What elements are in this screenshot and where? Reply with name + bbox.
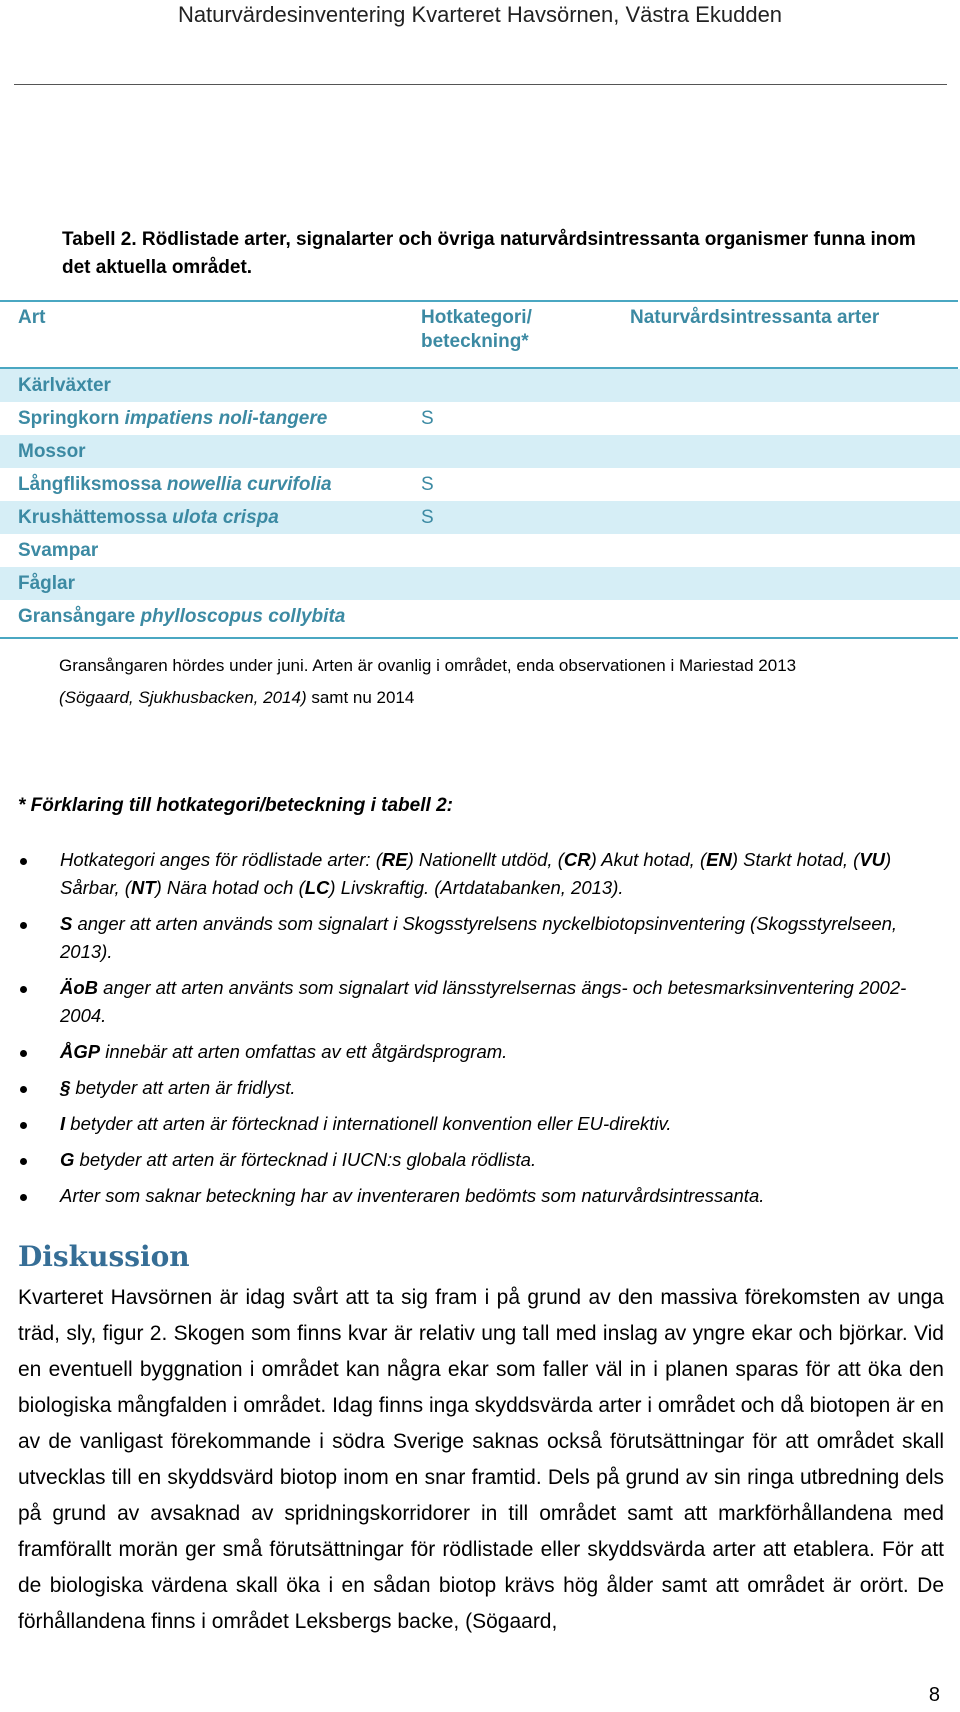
table-row: [0, 501, 960, 534]
bullet-icon: [20, 858, 27, 865]
page-header: Naturvärdesinventering Kvarteret Havsörnen, Västra Ekudden: [177, 2, 783, 27]
note-line-1: Gransångaren hördes under juni. Arten är ovanlig i området, enda observationen i Mariestad 2013: [59, 656, 797, 675]
row-species: [18, 402, 327, 435]
col-header-hotkategori: Hotkategori/ beteckning*: [421, 307, 532, 352]
list-item: G betyder att arten är förtecknad i IUCN:s globala rödlista.: [18, 1146, 938, 1174]
list-item: § betyder att arten är fridlyst.: [18, 1074, 938, 1102]
bullet-icon: [20, 1086, 27, 1093]
note-citation: (Sögaard, Sjukhusbacken, 2014): [59, 688, 307, 707]
col-header-naturvard: Naturvårdsintressanta arter: [630, 307, 880, 328]
row-species: [18, 501, 279, 534]
row-species: [18, 600, 345, 633]
row-name: Gransångare: [18, 606, 136, 627]
bullet-icon: [20, 1122, 27, 1129]
bullet-icon: [20, 922, 27, 929]
page-number: 8: [928, 1684, 940, 1706]
row-name: Kärlväxter: [18, 375, 111, 396]
table-row: [0, 402, 960, 435]
note-rest: samt nu 2014: [306, 688, 415, 707]
table-row: [0, 369, 960, 402]
row-code: S: [421, 474, 434, 495]
list-item: ÄoB anger att arten använts som signalart vid länsstyrelsernas ängs- och betesmarksinventering 2002-2004.: [18, 974, 938, 1030]
table-row: [0, 600, 960, 635]
note-line-2: [59, 682, 949, 714]
row-name: Springkorn: [18, 408, 120, 429]
row-name: Långfliksmossa: [18, 474, 162, 495]
bullet-icon: [20, 1194, 27, 1201]
table-top-rule: [0, 300, 958, 302]
row-name: Svampar: [18, 540, 99, 561]
bullet-icon: [20, 1158, 27, 1165]
table-bottom-rule: [0, 637, 958, 639]
table-row: [0, 468, 960, 501]
table-row: [0, 435, 960, 468]
discussion-body: Kvarteret Havsörnen är idag svårt att ta sig fram i på grund av den massiva förekomsten av unga träd, sly, figur 2. Skogen som finns kvar är relativ ung tall med inslag av yngre ekar och björkar. Vid en eventuell byggnation i området kan några ekar som faller väl in i planen sparas för att öka den biologiska mångfalden i området. Idag finns inga skyddsvärda arter i området och då biotopen är en av de vanligast förekommande i södra Sverige saknas också förutsättningar för att området skall utvecklas till en skyddsvärd biotop inom en snar framtid. Dels på grund av sin ringa utbredning dels på grund av avsaknad av spridningskorridorer in till området samt att markförhållandena med framförallt morän ger små förutsättningar för rödlistade eller skyddsvärda arter att etablera. För att de biologiska värdena skall öka i en sådan biotop krävs hög ålder samt att området är orört. De förhållandena finns i området Leksbergs backe, (Sögaard,: [18, 1286, 944, 1633]
list-item: Hotkategori anges för rödlistade arter: (RE) Nationellt utdöd, (CR) Akut hotad, (EN) Starkt hotad, (VU) Sårbar, (NT) Nära hotad och (LC) Livskraftig. (Artdatabanken, 2013).: [18, 846, 938, 902]
table-row: [0, 534, 960, 567]
list-item: ÅGP innebär att arten omfattas av ett åtgärdsprogram.: [18, 1038, 938, 1066]
bullet-icon: [20, 1050, 27, 1057]
row-latin: phylloscopus collybita: [140, 606, 346, 627]
row-species: [18, 468, 332, 501]
row-latin: ulota crispa: [172, 507, 279, 528]
row-name: Fåglar: [18, 573, 76, 594]
table-row: [0, 567, 960, 600]
list-item: Arter som saknar beteckning har av inventeraren bedömts som naturvårdsintressanta.: [18, 1182, 938, 1210]
bullet-icon: [20, 986, 27, 993]
discussion-heading: Diskussion: [18, 1240, 190, 1273]
row-code: S: [421, 507, 434, 528]
explanation-list: [18, 846, 938, 1218]
row-code: S: [421, 408, 434, 429]
explanation-title: * Förklaring till hotkategori/beteckning i tabell 2:: [18, 795, 453, 816]
row-name: Krushättemossa: [18, 507, 167, 528]
list-item: I betyder att arten är förtecknad i internationell konvention eller EU-direktiv.: [18, 1110, 938, 1138]
row-name: Mossor: [18, 441, 86, 462]
list-item: S anger att arten används som signalart i Skogsstyrelsens nyckelbiotopsinventering (Skogsstyrelseen, 2013).: [18, 910, 938, 966]
row-latin: nowellia curvifolia: [166, 474, 332, 495]
table-caption: Tabell 2. Rödlistade arter, signalarter och övriga naturvårdsintressanta organismer funna inom det aktuella området.: [62, 229, 916, 278]
table-note: [59, 650, 949, 714]
header-rule: [14, 84, 947, 85]
row-latin: impatiens noli-tangere: [124, 408, 328, 429]
col-header-art: Art: [18, 307, 46, 328]
